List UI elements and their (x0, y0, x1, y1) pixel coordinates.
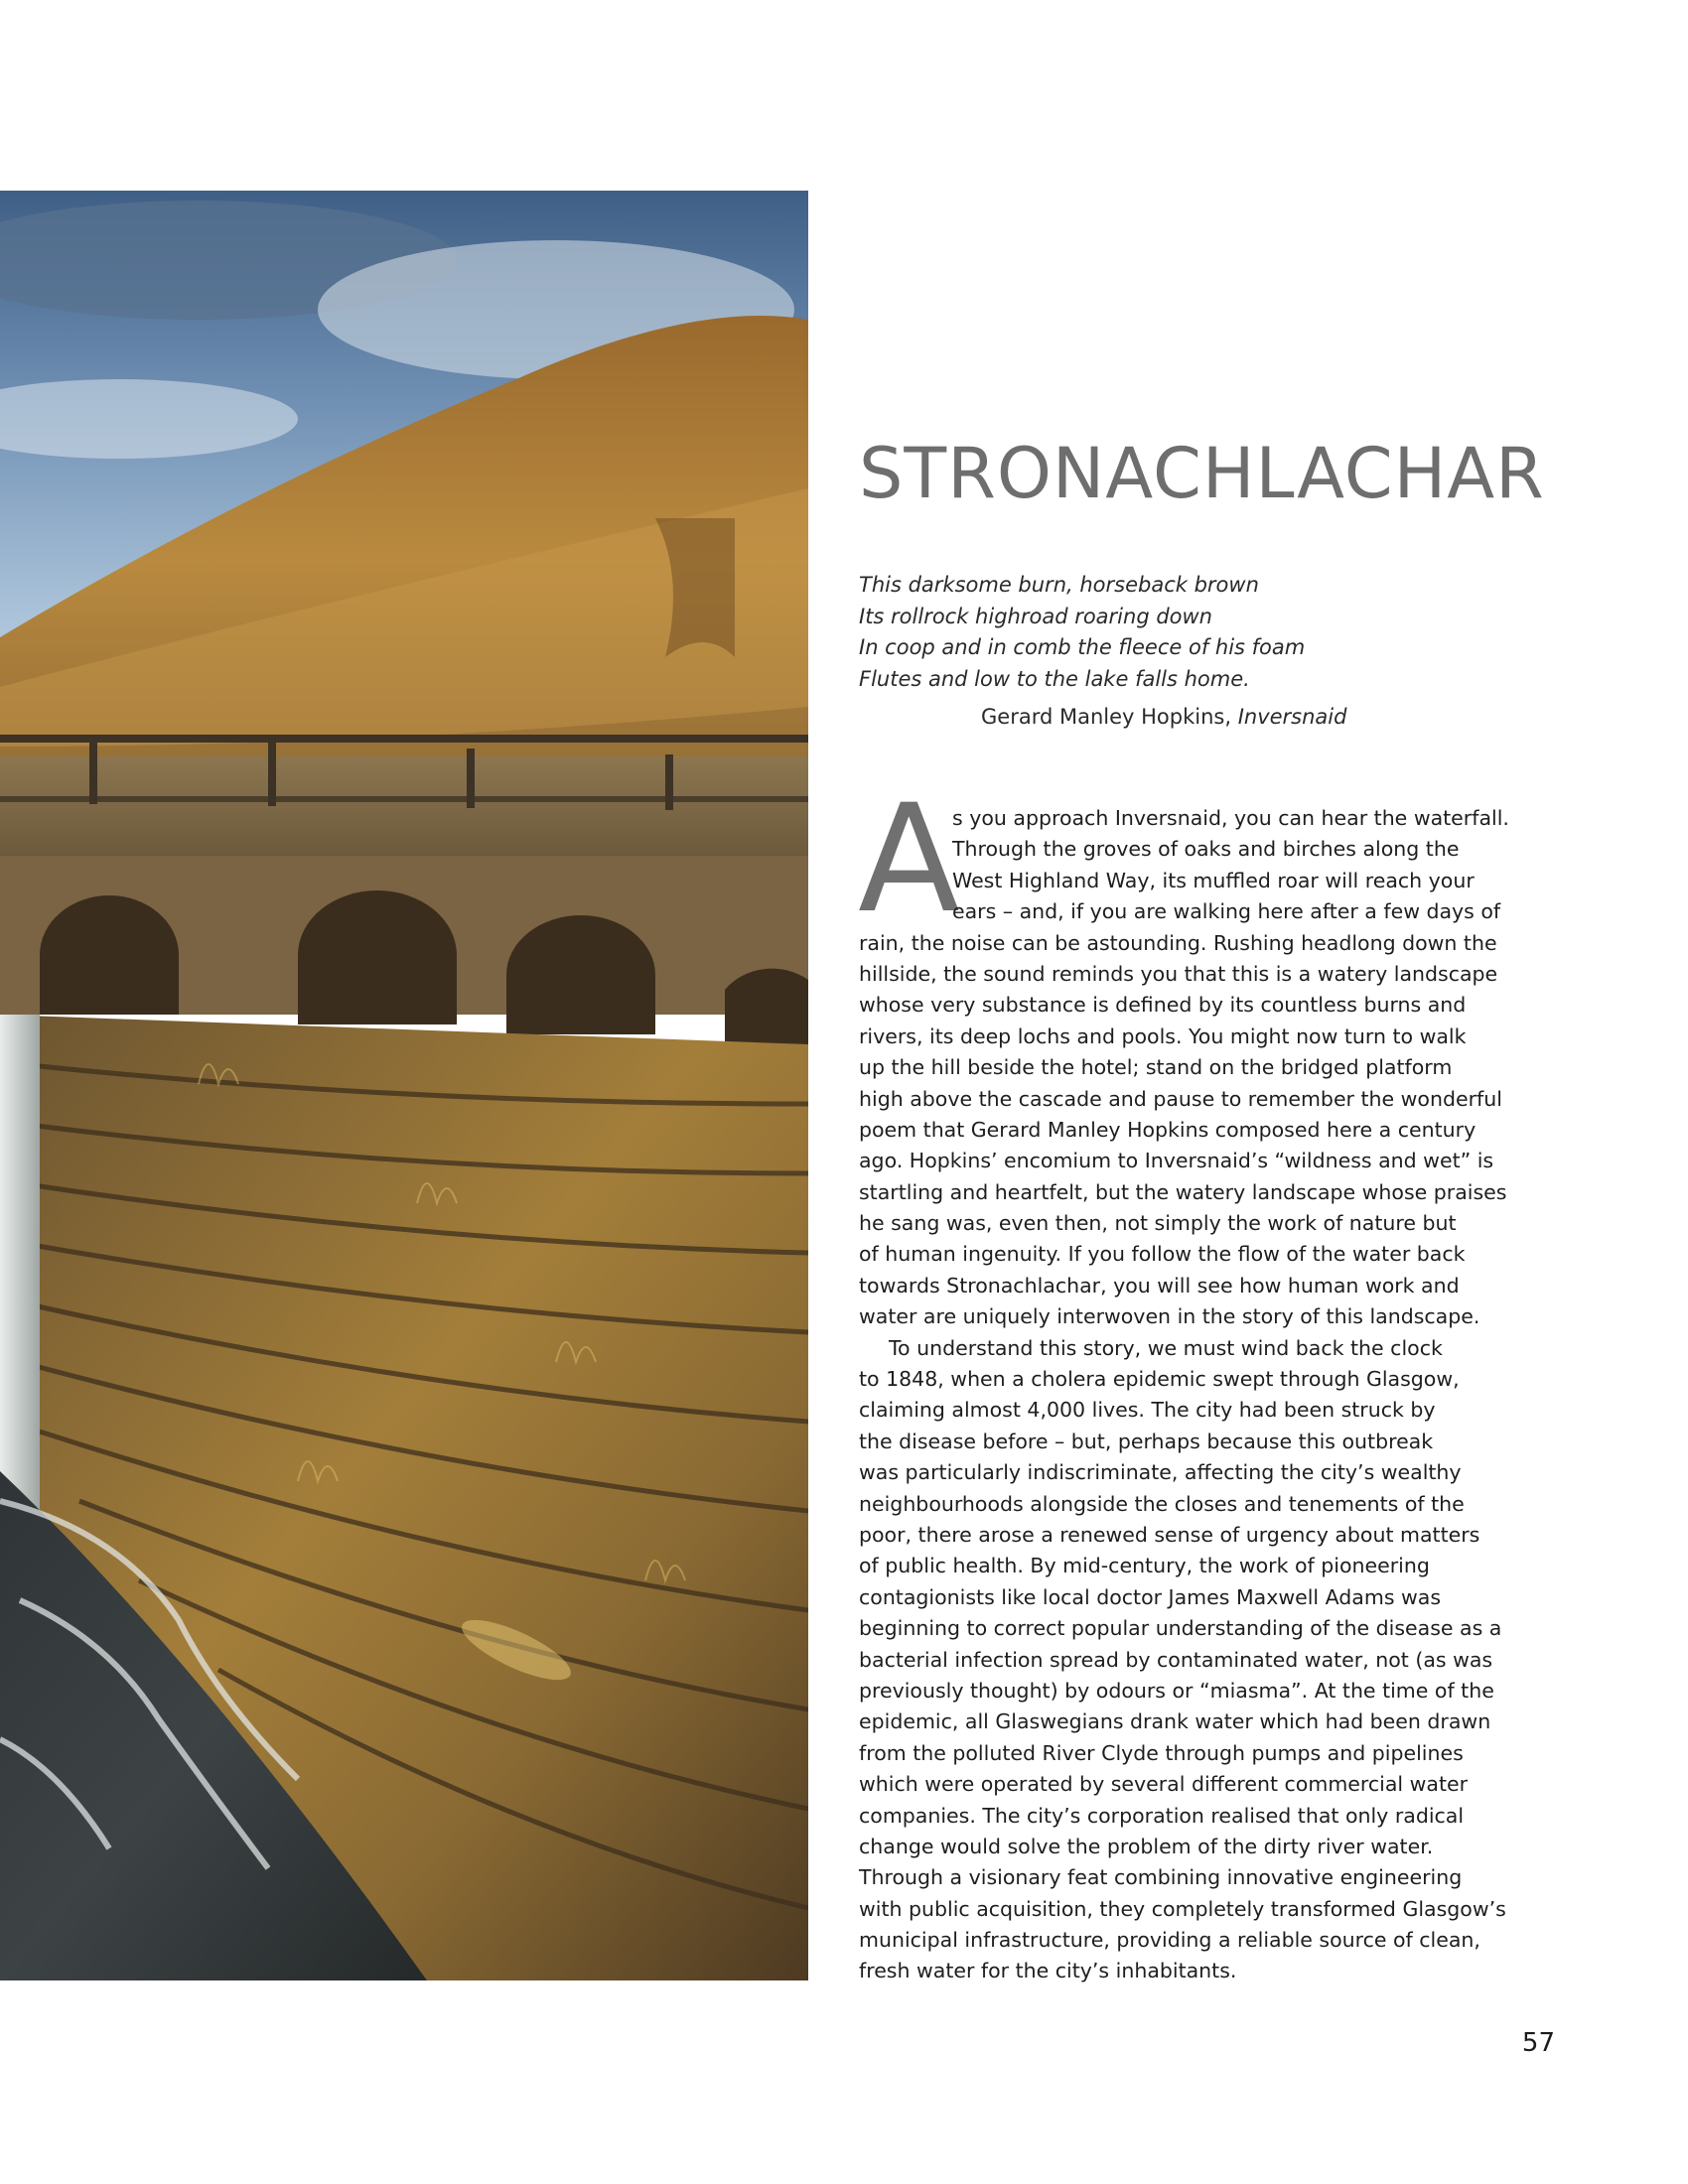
body-line: water are uniquely interwoven in the story of this landscape. (859, 1304, 1480, 1329)
poem-line: Flutes and low to the lake falls home. (859, 666, 1250, 691)
body-line: with public acquisition, they completely transformed Glasgow’s (859, 1896, 1506, 1921)
epigraph-poem (859, 570, 1554, 695)
body-line: Through a visionary feat combining innovative engineering (859, 1865, 1463, 1890)
dam-waterfall-photo-icon (0, 191, 808, 1980)
body-line: neighbourhoods alongside the closes and tenements of the (859, 1491, 1465, 1516)
body-line: companies. The city’s corporation realised that only radical (859, 1803, 1465, 1828)
body-line: poem that Gerard Manley Hopkins composed here a century (859, 1117, 1477, 1142)
epigraph-attribution (981, 702, 1577, 733)
poem-line: In coop and in comb the fleece of his foam (859, 635, 1306, 659)
body-line: poor, there arose a renewed sense of urgency about matters (859, 1522, 1480, 1547)
body-text (859, 803, 1554, 1987)
body-line: whose very substance is defined by its countless burns and (859, 993, 1467, 1018)
body-line: West Highland Way, its muffled roar will reach your (952, 868, 1475, 892)
body-line: of public health. By mid-century, the work of pioneering (859, 1554, 1430, 1578)
body-line: ears – and, if you are walking here after a few days of (952, 899, 1501, 924)
body-line: high above the cascade and pause to remember the wonderful (859, 1086, 1502, 1111)
dam-photo (0, 191, 808, 1980)
body-line: he sang was, even then, not simply the work of nature but (859, 1211, 1457, 1236)
body-line: claiming almost 4,000 lives. The city had been struck by (859, 1398, 1436, 1423)
body-line: fresh water for the city’s inhabitants. (859, 1959, 1237, 1983)
body-line: Through the groves of oaks and birches along the (952, 837, 1460, 862)
body-line: s you approach Inversnaid, you can hear the waterfall. (952, 806, 1509, 830)
body-line: bacterial infection spread by contaminated water, not (as was (859, 1647, 1493, 1672)
body-line: epidemic, all Glaswegians drank water which had been drawn (859, 1709, 1491, 1734)
body-line: contagionists like local doctor James Maxwell Adams was (859, 1584, 1442, 1609)
attribution-author: Gerard Manley Hopkins, (981, 705, 1238, 729)
drop-cap: A (858, 773, 960, 946)
body-line: which were operated by several different commercial water (859, 1772, 1469, 1797)
body-line: to 1848, when a cholera epidemic swept through Glasgow, (859, 1367, 1460, 1392)
body-line: towards Stronachlachar, you will see how human work and (859, 1273, 1460, 1297)
body-line: change would solve the problem of the dirty river water. (859, 1834, 1434, 1858)
page-number: 57 (1521, 2028, 1555, 2058)
body-line: hillside, the sound reminds you that this is a watery landscape (859, 961, 1498, 986)
body-line: rain, the noise can be astounding. Rushing headlong down the (859, 930, 1497, 955)
poem-line: This darksome burn, horseback brown (859, 573, 1259, 597)
body-line: startling and heartfelt, but the watery landscape whose praises (859, 1179, 1507, 1204)
body-line: previously thought) by odours or “miasma”. At the time of the (859, 1678, 1494, 1703)
page-title: STRONACHLACHAR (859, 433, 1545, 514)
body-line: of human ingenuity. If you follow the flow of the water back (859, 1242, 1466, 1267)
body-line: the disease before – but, perhaps because this outbreak (859, 1429, 1434, 1453)
poem-line: Its rollrock highroad roaring down (859, 604, 1212, 628)
attribution-work: Inversnaid (1237, 705, 1347, 729)
body-line: from the polluted River Clyde through pumps and pipelines (859, 1740, 1464, 1765)
body-line: up the hill beside the hotel; stand on the bridged platform (859, 1055, 1453, 1080)
body-line: beginning to correct popular understanding of the disease as a (859, 1616, 1502, 1641)
body-line: To understand this story, we must wind back the clock (889, 1335, 1443, 1360)
body-line: ago. Hopkins’ encomium to Inversnaid’s “wildness and wet” is (859, 1149, 1494, 1173)
body-line: rivers, its deep lochs and pools. You might now turn to walk (859, 1024, 1467, 1048)
body-line: was particularly indiscriminate, affecting the city’s wealthy (859, 1460, 1462, 1485)
body-line: municipal infrastructure, providing a reliable source of clean, (859, 1928, 1480, 1953)
